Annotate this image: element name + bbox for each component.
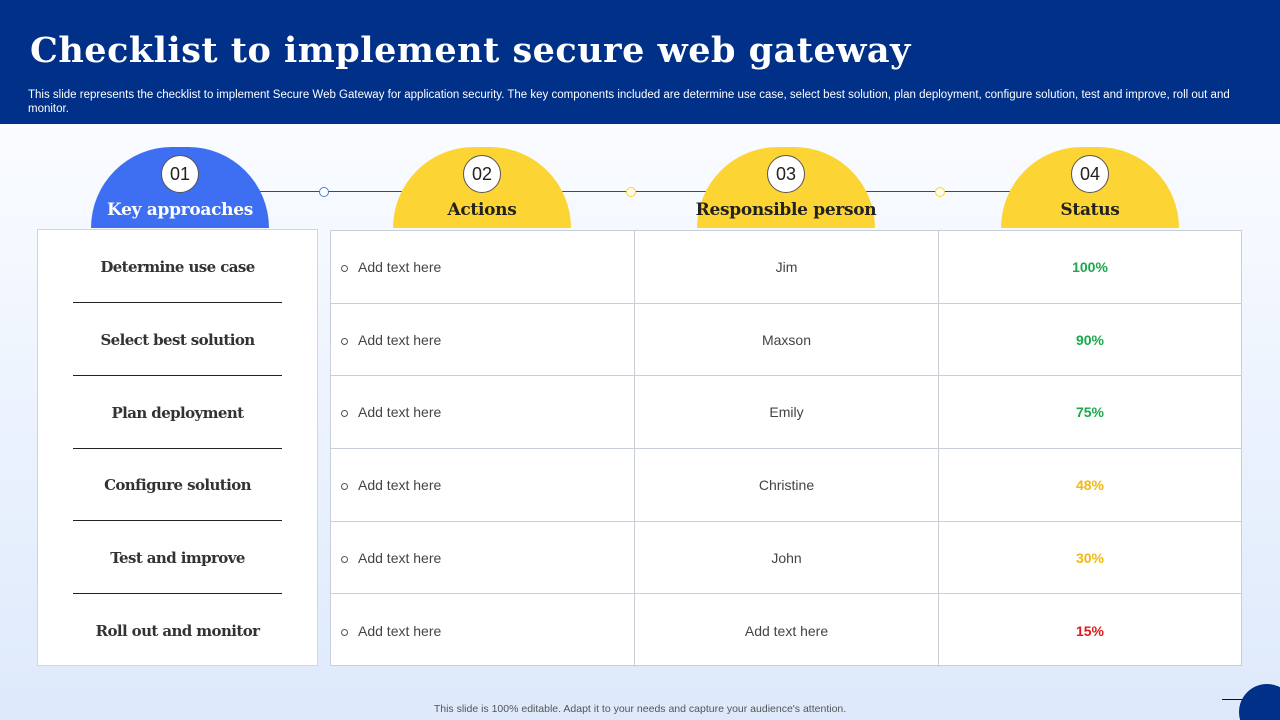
status-cell	[939, 449, 1241, 522]
approach-item: Determine use case	[100, 257, 255, 276]
key-approaches-list	[37, 229, 318, 666]
action-cell	[331, 376, 635, 449]
status-cell	[939, 594, 1241, 667]
bullet-circle-icon	[341, 410, 348, 417]
step-number-badge: 02	[463, 155, 501, 193]
approach-item: Roll out and monitor	[95, 621, 260, 640]
page-subtitle: This slide represents the checklist to implement Secure Web Gateway for application security. The key components included are determine use case, select best solution, plan deployment, configure solution, test and improve, roll out and monitor.	[28, 89, 1230, 115]
status-value: 30%	[1075, 549, 1105, 566]
column-header-status	[1001, 147, 1179, 228]
page-title: Checklist to implement secure web gateway	[30, 30, 911, 71]
column-header-label: Actions	[447, 200, 517, 220]
footer-note: This slide is 100% editable. Adapt it to your needs and capture your audience's attention.	[433, 703, 847, 715]
status-cell	[939, 376, 1241, 449]
action-text: Add text here	[358, 549, 442, 566]
person-cell: Jim	[635, 231, 939, 304]
bullet-circle-icon	[341, 338, 348, 345]
column-header-label: Responsible person	[695, 200, 877, 220]
action-text: Add text here	[358, 404, 442, 421]
column-header-key-approaches	[91, 147, 269, 228]
status-value: 90%	[1075, 331, 1105, 348]
action-text: Add text here	[358, 622, 442, 639]
connector-dot	[319, 187, 329, 197]
person-cell: Emily	[635, 376, 939, 449]
action-cell	[331, 231, 635, 304]
person-cell: Christine	[635, 449, 939, 522]
status-value: 100%	[1072, 258, 1108, 275]
bullet-circle-icon	[341, 483, 348, 490]
column-header-actions	[393, 147, 571, 228]
action-text: Add text here	[358, 476, 442, 493]
action-cell	[331, 522, 635, 595]
approach-item: Test and improve	[110, 548, 245, 567]
header-banner	[0, 0, 1280, 124]
column-header-responsible-person	[697, 147, 875, 228]
approach-item: Plan deployment	[111, 403, 244, 422]
status-value: 48%	[1075, 476, 1105, 493]
column-header-label: Key approaches	[106, 200, 253, 220]
column-header-label: Status	[1060, 200, 1120, 220]
status-cell	[939, 522, 1241, 595]
connector-dot	[626, 187, 636, 197]
timeline-connector	[250, 191, 1030, 192]
status-cell	[939, 231, 1241, 304]
bullet-circle-icon	[341, 265, 348, 272]
status-value: 75%	[1075, 404, 1105, 421]
person-cell: Maxson	[635, 304, 939, 377]
approach-item: Configure solution	[104, 475, 251, 494]
action-cell	[331, 304, 635, 377]
approach-item: Select best solution	[100, 330, 255, 349]
person-cell: Add text here	[635, 594, 939, 667]
status-cell	[939, 304, 1241, 377]
person-cell: John	[635, 522, 939, 595]
connector-dot	[935, 187, 945, 197]
action-text: Add text here	[358, 258, 442, 275]
status-value: 15%	[1075, 622, 1105, 639]
action-cell	[331, 449, 635, 522]
checklist-table	[330, 230, 1242, 666]
action-text: Add text here	[358, 331, 442, 348]
bullet-circle-icon	[341, 629, 348, 636]
step-number-badge: 03	[767, 155, 805, 193]
bullet-circle-icon	[341, 556, 348, 563]
action-cell	[331, 594, 635, 667]
step-number-badge: 01	[161, 155, 199, 193]
corner-decoration-circle	[1239, 684, 1280, 720]
step-number-badge: 04	[1071, 155, 1109, 193]
